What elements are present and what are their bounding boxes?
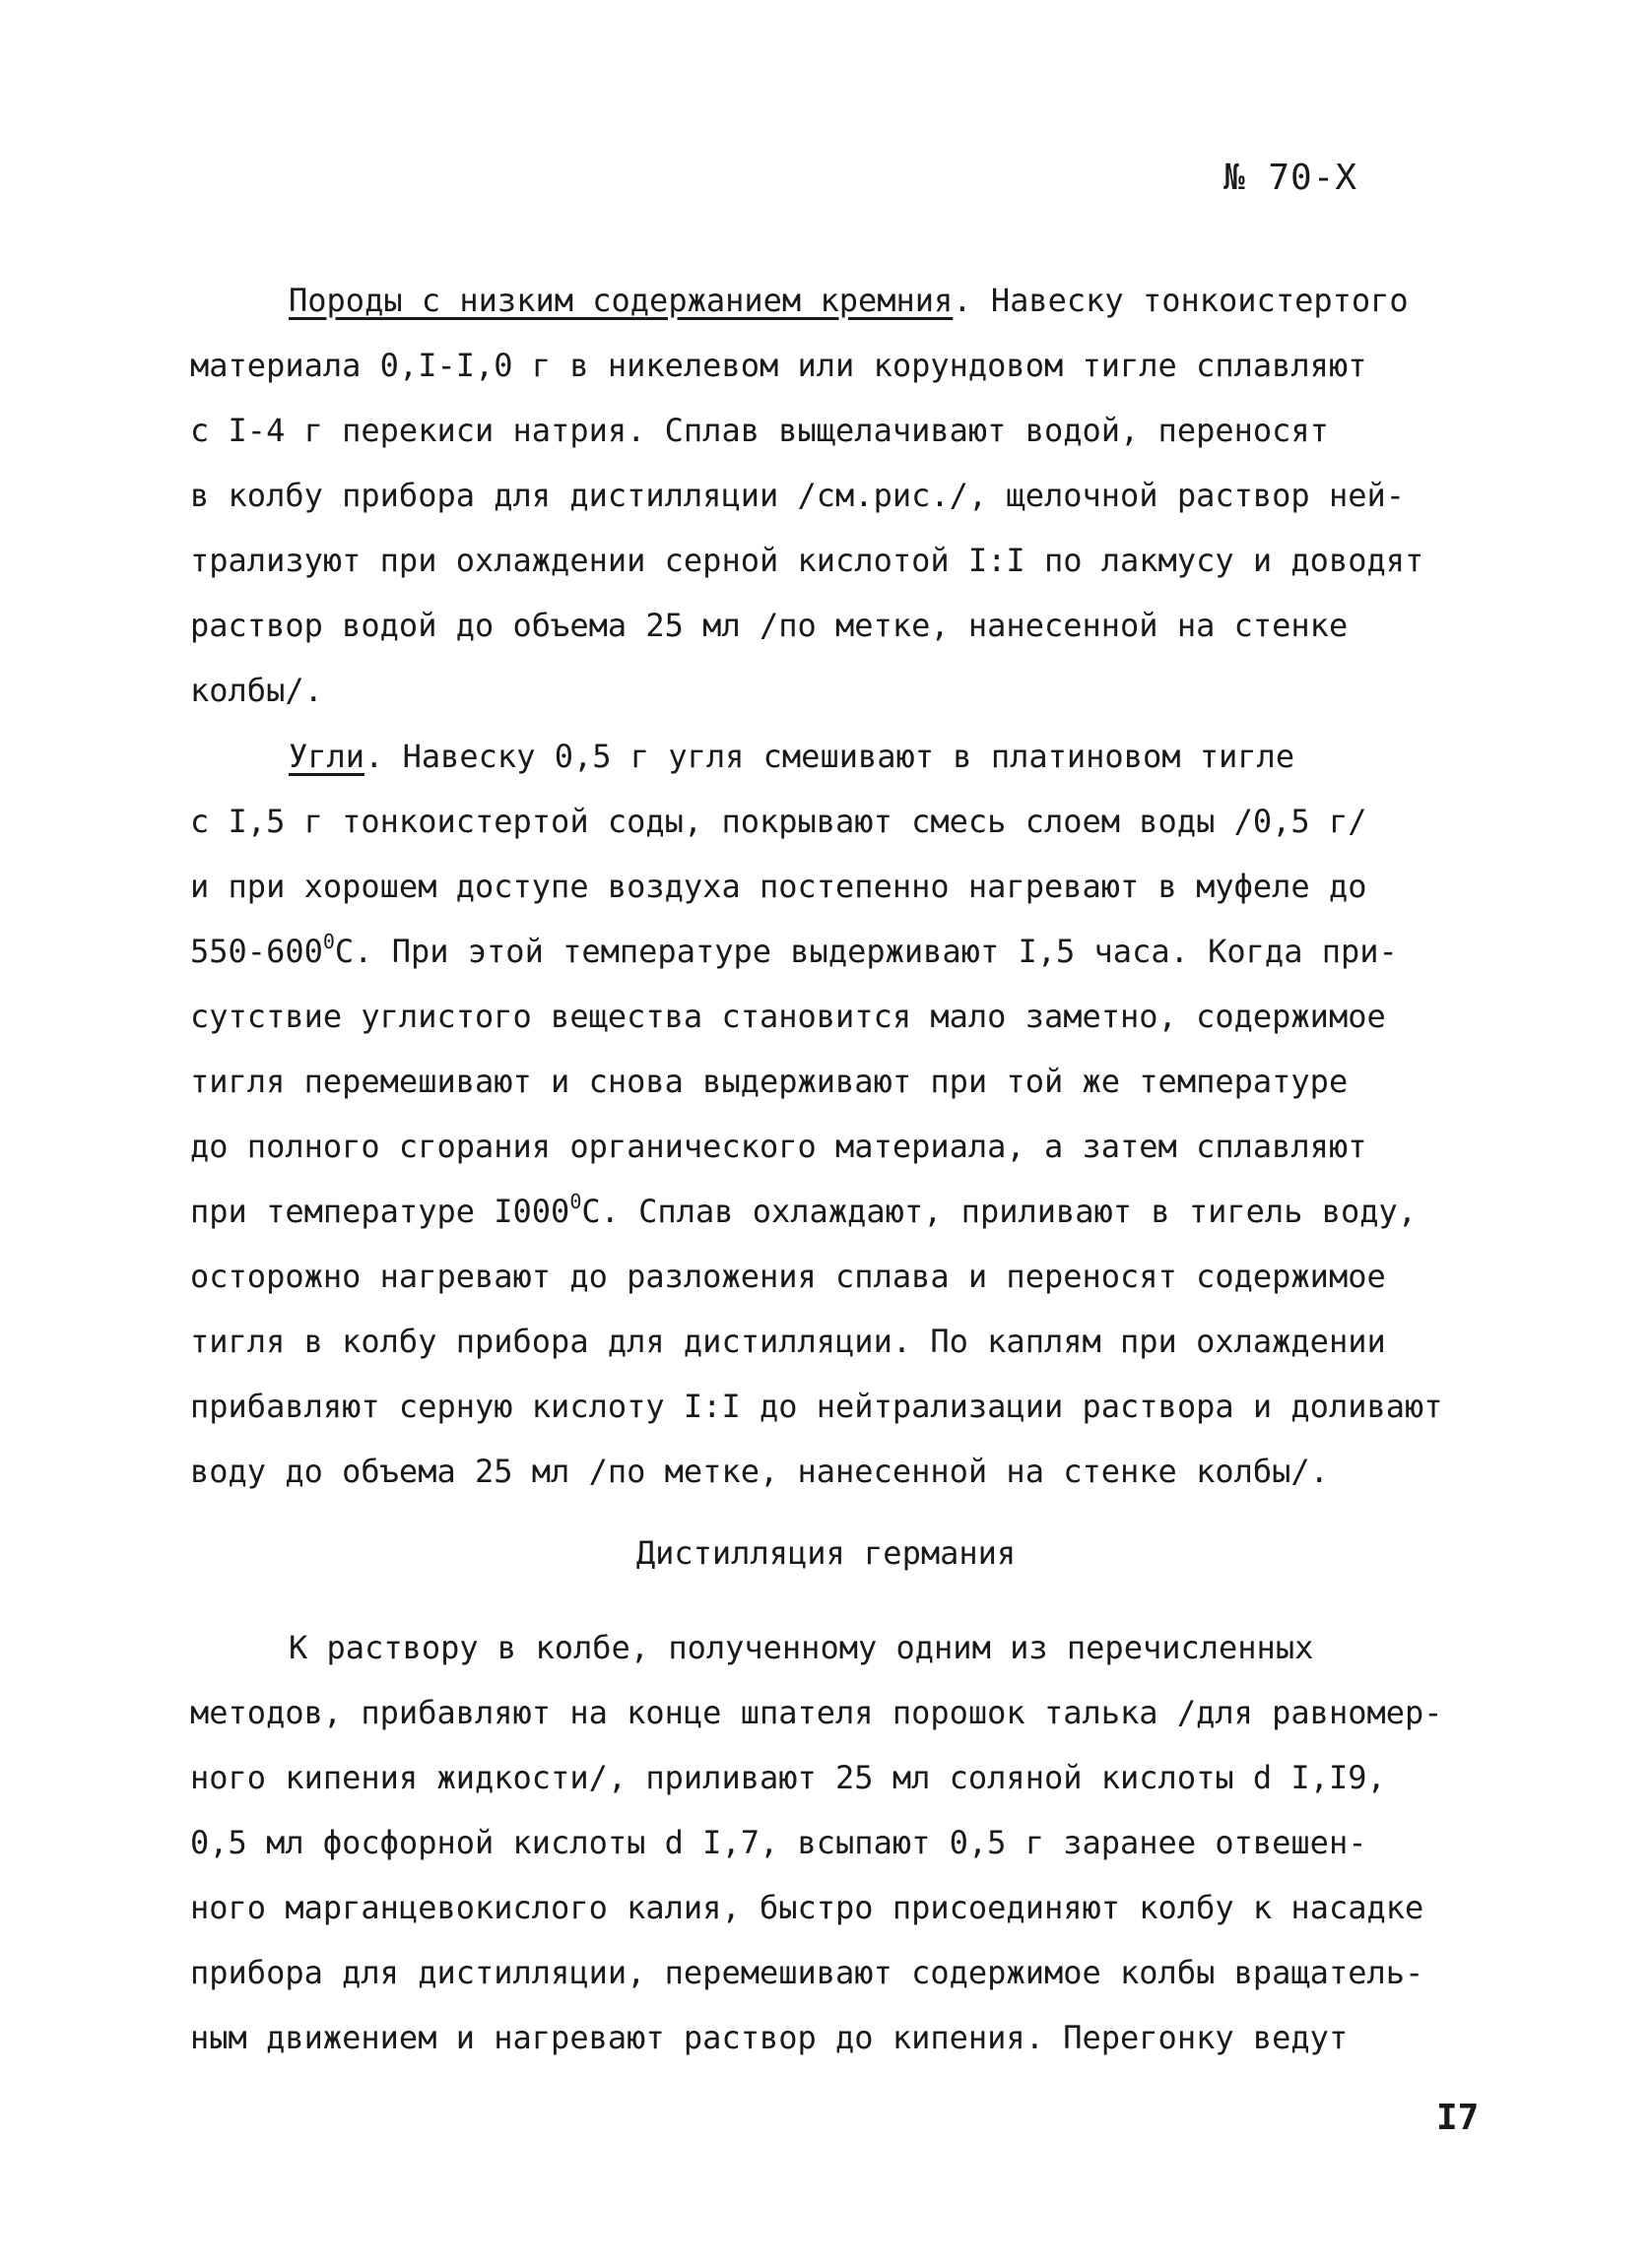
paragraph-line: прибавляют серную кислоту I:I до нейтрализации раствора и доливают: [190, 1388, 1443, 1425]
paragraph-line: воду до объема 25 мл /по метке, нанесенной на стенке колбы/.: [190, 1453, 1329, 1490]
paragraph-line: Угли. Навеску 0,5 г угля смешивают в платиновом тигле: [289, 738, 1295, 775]
paragraph-line: до полного сгорания органического материала, а затем сплавляют: [190, 1128, 1367, 1165]
paragraph-line: $550-600^0С$. При этой температуре выдерживают I,5 часа. Когда при-: [190, 930, 1398, 970]
paragraph-line: при температуре $I000^0С$. Сплав охлаждают, приливают в тигель воду,: [190, 1190, 1418, 1230]
paragraph-line: Породы с низким содержанием кремния. Навеску тонкоистертого: [289, 282, 1409, 319]
paragraph-line: сутствие углистого вещества становится мало заметно, содержимое: [190, 998, 1386, 1035]
paragraph-line: материала 0,I-I,0 г в никелевом или корундовом тигле сплавляют: [190, 347, 1367, 384]
degree-sign: 0: [322, 930, 335, 953]
document-number: № 70-Х: [1223, 158, 1358, 198]
paragraph-line: ным движением и нагревают раствор до кипения. Перегонку ведут: [190, 2019, 1349, 2056]
degree-sign: 0: [569, 1190, 582, 1213]
paragraph-line: тигля перемешивают и снова выдерживают при той же температуре: [190, 1063, 1349, 1100]
paragraph-line: ного кипения жидкости/, приливают 25 мл соляной кислоты d I,I9,: [190, 1759, 1386, 1796]
paragraph-line: 0,5 мл фосфорной кислоты d I,7, всыпают 0,5 г заранее отвешен-: [190, 1824, 1367, 1861]
section-title: Породы с низким содержанием кремния: [289, 282, 954, 319]
paragraph-line: осторожно нагревают до разложения сплава и переносят содержимое: [190, 1258, 1386, 1295]
paragraph-line: К раствору в колбе, полученному одним из перечисленных: [289, 1629, 1314, 1666]
section-coals: [190, 724, 1530, 1504]
paragraph-line: раствор водой до объема 25 мл /по метке, нанесенной на стенке: [190, 607, 1349, 644]
paragraph-line: трализуют при охлаждении серной кислотой I:I по лакмусу и доводят: [190, 542, 1424, 579]
paragraph-line: с I-4 г перекиси натрия. Сплав выщелачивают водой, переносят: [190, 412, 1329, 449]
paragraph-line: прибора для дистилляции, перемешивают содержимое колбы вращатель-: [190, 1954, 1424, 1991]
paragraph-line: тигля в колбу прибора для дистилляции. По каплям при охлаждении: [190, 1323, 1386, 1360]
paragraph-line: и при хорошем доступе воздуха постепенно нагревают в муфеле до: [190, 868, 1367, 905]
section-low-silicon: [190, 268, 1530, 723]
section-heading: Дистилляция германия: [635, 1534, 1017, 1572]
section-title: Угли: [289, 738, 365, 775]
paragraph-line: в колбу прибора для дистилляции /см.рис./, щелочной раствор ней-: [190, 477, 1405, 514]
section-germanium-distillation: [190, 1615, 1530, 2070]
page-number: I7: [1436, 2098, 1480, 2138]
paragraph-line: ного марганцевокислого калия, быстро присоединяют колбу к насадке: [190, 1889, 1424, 1926]
paragraph-line: методов, прибавляют на конце шпателя порошок талька /для равномер-: [190, 1694, 1443, 1731]
paragraph-line: колбы/.: [190, 672, 323, 709]
paragraph-line: с I,5 г тонкоистертой соды, покрывают смесь слоем воды /0,5 г/: [190, 803, 1367, 840]
